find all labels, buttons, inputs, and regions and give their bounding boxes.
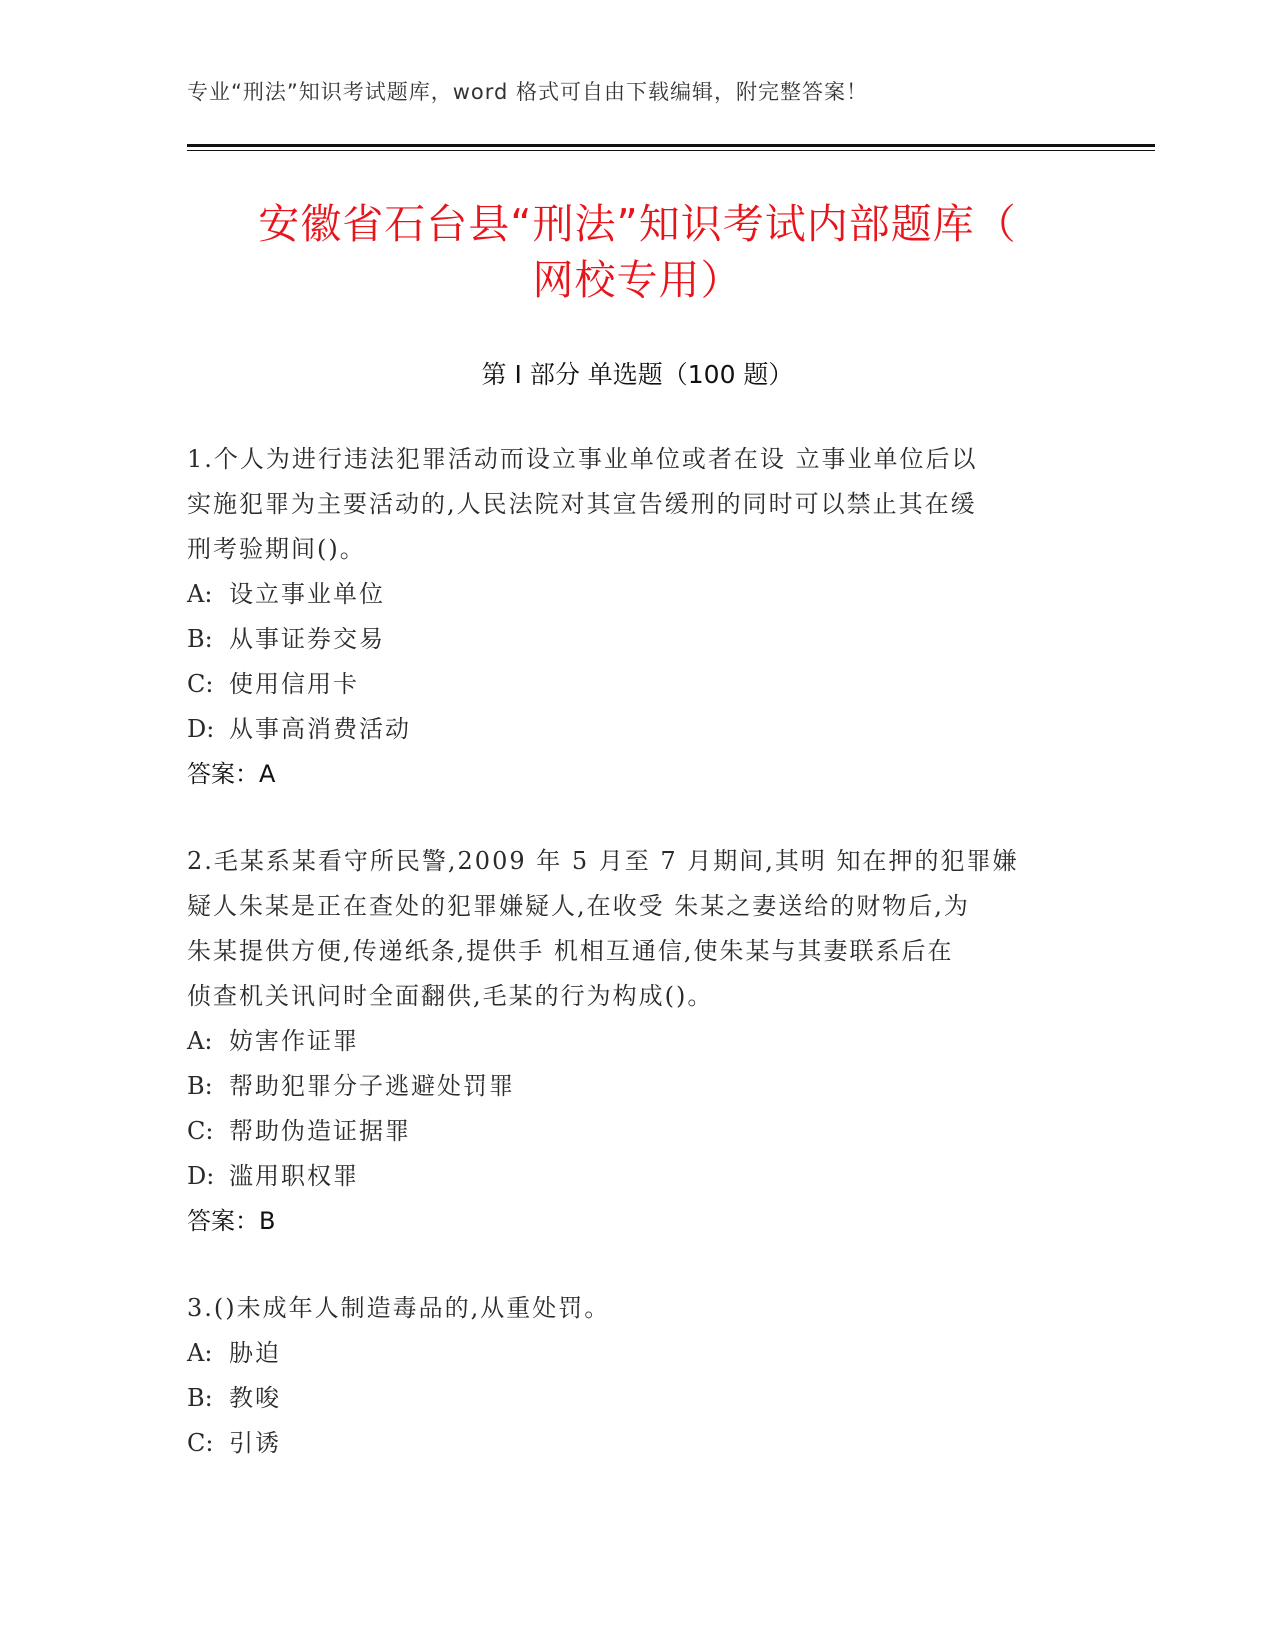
option-a [187,1331,1087,1376]
option-c [187,1421,1087,1466]
option-c [187,1109,1087,1154]
option-a [187,1019,1087,1064]
header-note: 专业“刑法”知识考试题库，word 格式可自由下载编辑，附完整答案！ [187,80,869,104]
option-letter: C: [187,1117,214,1145]
option-text: 教唆 [229,1384,281,1412]
option-letter: C: [187,670,214,698]
question-stem-line: 朱某提供方便,传递纸条,提供手 机相互通信,使朱某与其妻联系后在 [187,937,954,965]
option-text: 帮助伪造证据罪 [229,1117,411,1145]
answer-line: 答案：B [187,1207,276,1235]
option-a [187,572,1087,617]
header-divider-thin [187,150,1155,151]
option-letter: A: [187,1339,213,1367]
option-text: 胁迫 [229,1339,281,1367]
option-b [187,617,1087,662]
question-2 [187,839,1087,1244]
question-stem-line: 疑人朱某是正在查处的犯罪嫌疑人,在收受 朱某之妻送给的财物后,为 [187,892,970,920]
option-text: 使用信用卡 [229,670,359,698]
option-text: 从事证券交易 [229,625,385,653]
question-stem-line: 1.个人为进行违法犯罪活动而设立事业单位或者在设 立事业单位后以 [187,445,978,473]
question-1 [187,437,1087,797]
section-heading: 第 I 部分 单选题（100 题） [481,360,794,389]
option-b [187,1376,1087,1421]
option-letter: B: [187,1072,213,1100]
question-3 [187,1286,1087,1466]
option-text: 帮助犯罪分子逃避处罚罪 [229,1072,515,1100]
option-letter: A: [187,1027,213,1055]
document-title [160,196,1115,308]
option-text: 从事高消费活动 [229,715,411,743]
option-c [187,662,1087,707]
option-letter: B: [187,1384,213,1412]
option-letter: D: [187,1162,215,1190]
option-letter: C: [187,1429,214,1457]
option-letter: D: [187,715,215,743]
question-stem-line: 侦查机关讯问时全面翻供,毛某的行为构成()。 [187,982,714,1010]
question-list [187,437,1087,1508]
option-text: 妨害作证罪 [229,1027,359,1055]
question-stem-line: 实施犯罪为主要活动的,人民法院对其宣告缓刑的同时可以禁止其在缓 [187,490,977,518]
question-stem-line: 刑考验期间()。 [187,535,366,563]
question-stem-line: 2.毛某系某看守所民警,2009 年 5 月至 7 月期间,其明 知在押的犯罪嫌 [187,847,1019,875]
header-divider-thick [187,144,1155,147]
document-title-line-2: 网校专用） [532,256,743,304]
option-d [187,707,1087,752]
option-d [187,1154,1087,1199]
option-letter: A: [187,580,213,608]
option-text: 滥用职权罪 [229,1162,359,1190]
option-text: 引诱 [229,1429,281,1457]
answer-line: 答案：A [187,760,276,788]
option-letter: B: [187,625,213,653]
option-text: 设立事业单位 [229,580,385,608]
document-title-line-1: 安徽省石台县“刑法”知识考试内部题库（ [258,200,1017,248]
question-stem-line: 3.()未成年人制造毒品的,从重处罚。 [187,1294,611,1322]
option-b [187,1064,1087,1109]
